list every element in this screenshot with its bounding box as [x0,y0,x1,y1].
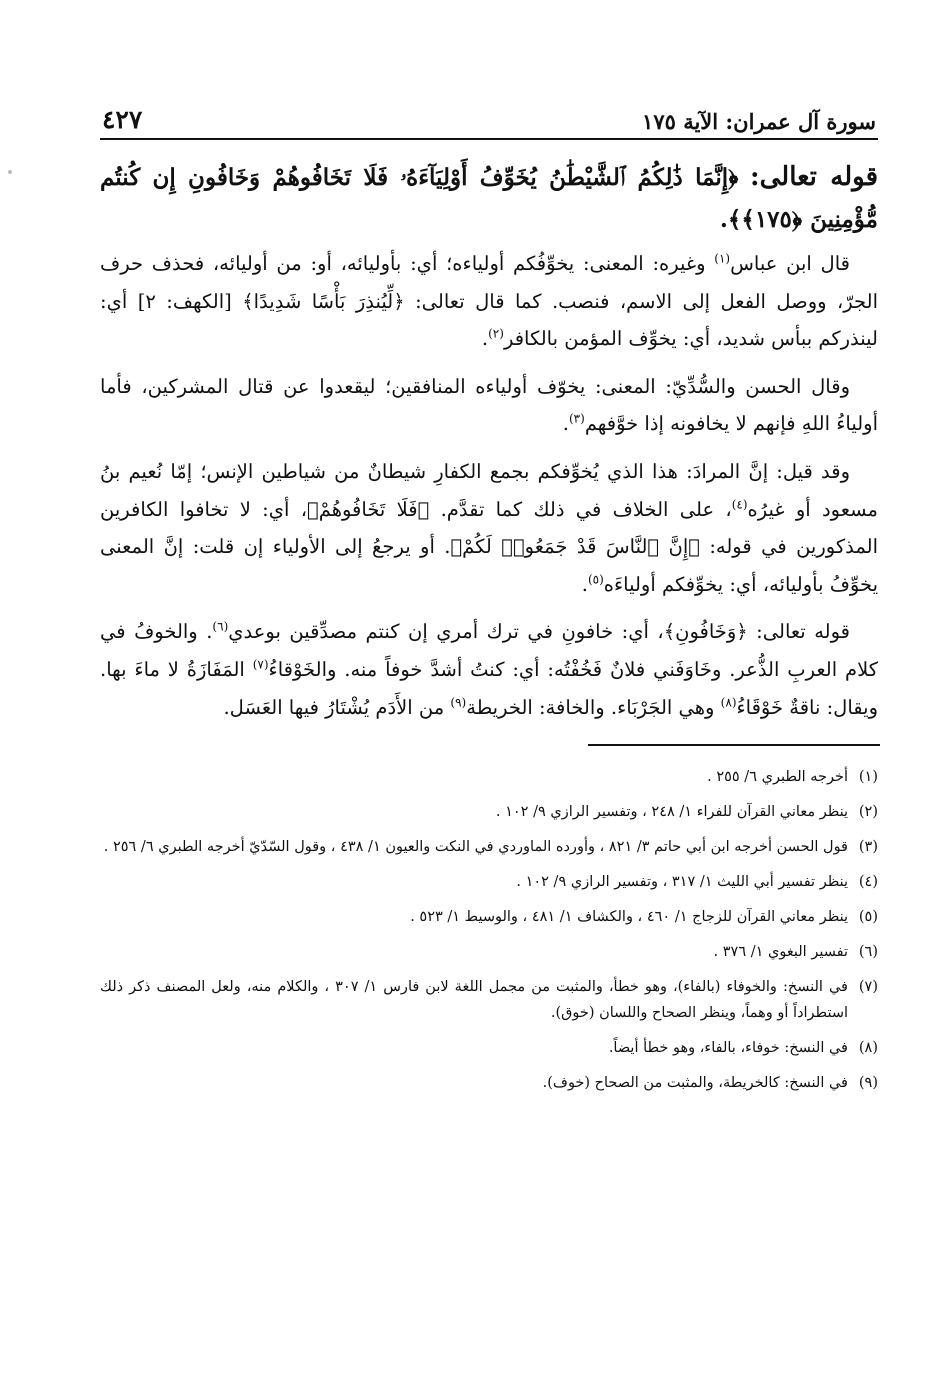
running-header [100,88,878,140]
footnote-ref[interactable]: (٢) [488,326,504,341]
footnote-number: (٢) [858,804,878,821]
footnote [100,799,878,825]
footnote-text: في النسخ: كالخريطة، والمثبت من الصحاح (خوف). [542,1075,848,1092]
paragraph [100,245,878,358]
footnote [100,904,878,930]
footnote-number: (٤) [858,874,878,891]
footnote-text: قول الحسن أخرجه ابن أبي حاتم ٣/ ٨٢١ ، وأورده الماوردي في النكت والعيون ١/ ٤٣٨ ، وقول السّدّيّ أخرجه الطبري ٦/ ٢٥٦ . [103,839,848,856]
paragraph-text: قوله تعالى: ﴿وَخَافُونِ﴾، أي: خافونِ في ترك أمري إن كنتم مصدِّقين بوعدي [228,620,851,644]
footnote-ref[interactable]: (٣) [568,411,585,426]
footnote [100,834,878,860]
footnote-divider [588,744,880,746]
footnote-ref[interactable]: (٩) [450,695,467,710]
footnote-text: في النسخ: والخوفاء (بالفاء)، وهو خطأ، والمثبت من مجمل اللغة لابن فارس ١/ ٣٠٧ ، والكلام منه، ولعل المصنف ذكر ذلك استطراداً أو وهماً، وينظر الصحاح واللسان (خوق). [100,979,848,1022]
verse-lead: قوله تعالى: [750,162,878,192]
footnote-ref[interactable]: (٧) [252,657,269,672]
quran-verse: ﴿إِنَّمَا ذَٰلِكُمُ ٱلشَّيْطَٰنُ يُخَوِّفُ أَوْلِيَآءَهُۥ فَلَا تَخَافُوهُمْ وَخَافُونِ إِن كُنتُم مُّؤْمِنِينَ ﴿١٧٥﴾﴾. [100,164,878,233]
paragraph-text: ، على الخلاف في ذلك كما تقدَّم. ﴿فَلَا تَخَافُوهُمْ﴾، أي: لا تخافوا الكافرين المذكورين في قوله: ﴿إِنَّ ٱلنَّاسَ قَدْ جَمَعُوا۟ لَكُمْ﴾. أو يرجعُ إلى الأولياء إن قلت: إنَّ المعنى يخوِّفُ بأوليائه، أي: يخوِّفكم أولياءَه [100,497,878,596]
footnote-text: ينظر معاني القرآن للزجاج ١/ ٤٦٠ ، والكشاف ١/ ٤٨١ ، والوسيط ١/ ٥٢٣ . [410,909,848,926]
paragraph-text: وقال الحسن والسُّدِّيّ: المعنى: يخوّف أولياءه المنافقين؛ ليقعدوا عن قتال المشركين، فأما أولياءُ اللهِ فإنهم لا يخافونه إذا خوَّفهم [100,374,878,436]
footnote-number: (١) [858,769,878,786]
paragraph [100,368,878,443]
verse-heading [100,156,878,241]
paragraph-text: من الأَدَم يُشْتَارُ فيها العَسَل. [223,695,451,719]
footnote-number: (٥) [858,909,878,926]
footnote [100,764,878,790]
footnote-number: (٩) [858,1075,878,1092]
footnote [100,939,878,965]
paragraph [100,613,878,726]
footnote-text: ينظر معاني القرآن للفراء ١/ ٢٤٨ ، وتفسير الرازي ٩/ ١٠٢ . [495,804,848,821]
margin-speck [8,170,12,174]
commentary-body [100,245,878,726]
footnote [100,1035,878,1061]
paragraph-text: وهي الجَرْبَاء. والخافة: الخريطة [466,695,721,719]
footnote-ref[interactable]: (٥) [587,572,604,587]
footnote-text: تفسير البغوي ١/ ٣٧٦ . [713,944,848,961]
footnote-number: (٨) [858,1040,878,1057]
paragraph-text: . [581,572,588,596]
paragraph-text: قال ابن عباس [730,252,850,275]
footnote-ref[interactable]: (٤) [731,497,748,512]
surah-title: سورة آل عمران: الآية ١٧٥ [642,109,876,134]
footnote-ref[interactable]: (١) [714,251,731,266]
footnotes [100,764,878,1096]
paragraph-text: وقد قيل: إنَّ المرادَ: هذا الذي يُخوِّفكم بجمع الكفارِ شيطانٌ من شياطين الإنس؛ إمّا نُعيم بنُ مسعود أو غيرُه [100,459,878,521]
footnote [100,1070,878,1096]
footnote-number: (٣) [858,839,878,856]
paragraph [100,453,878,603]
footnote-text: أخرجه الطبري ٦/ ٢٥٥ . [707,769,848,786]
footnote-number: (٦) [858,944,878,961]
paragraph-text: وغيره: المعنى: يخوِّفُكم أولياءه؛ أي: بأوليائه، أو: من أوليائه، فحذف حرف الجرّ، ووصل الفعل إلى الاسم، فنصب. كما قال تعالى: ﴿لِّيُنذِرَ بَأْسًا شَدِيدًا﴾ [الكهف: ٢] أي: لينذركم ببأس شديد، أي: يخوِّف المؤمن بالكافر [100,252,879,351]
footnote-text: ينظر تفسير أبي الليث ١/ ٣١٧ ، وتفسير الرازي ٩/ ١٠٢ . [516,874,848,891]
page-number: ٤٢٧ [102,105,143,134]
footnote-number: (٧) [858,979,878,996]
footnote-text: في النسخ: خوفاء، بالفاء، وهو خطأ أيضاً. [608,1040,848,1057]
footnote [100,974,878,1026]
paragraph-text: . [481,327,489,351]
book-page [100,88,878,1105]
footnote [100,869,878,895]
paragraph-text: . والخوفُ في كلام العربِ الذُّعر. وخَاوَفَني فلانٌ فَخُفْتُه: أي: كنتُ أشدَّ خوفاً منه. والخَوْقاءُ [100,620,878,681]
footnote-ref[interactable]: (٦) [212,619,229,634]
paragraph-text: المَفَازَةُ لا ماءَ بها. ويقال: ناقةٌ خَوْقَاءُ [100,657,878,719]
footnote-ref[interactable]: (٨) [720,695,737,710]
paragraph-text: . [562,412,569,436]
